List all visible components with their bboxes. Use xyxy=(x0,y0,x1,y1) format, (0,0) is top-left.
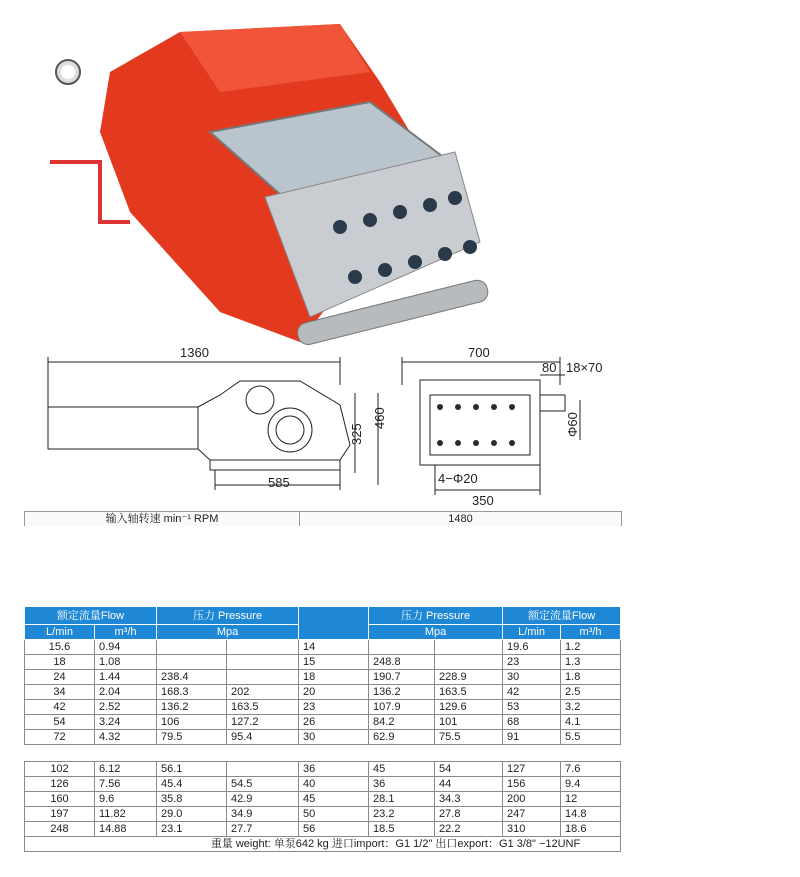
rpm-row xyxy=(24,511,622,526)
table-cell: 163.5 xyxy=(227,700,299,715)
dim-mount-holes: 4−Φ20 xyxy=(438,471,478,486)
table-row xyxy=(25,700,621,715)
table-cell: 197 xyxy=(25,807,95,822)
table-cell: 23.2 xyxy=(369,807,435,822)
table-cell: 36 xyxy=(299,762,369,777)
table-cell: 1.44 xyxy=(95,670,157,685)
table-cell: 95.4 xyxy=(227,730,299,745)
table-cell xyxy=(435,655,503,670)
unit-m3h-left: m³/h xyxy=(95,625,157,640)
table-cell: 1.08 xyxy=(95,655,157,670)
spec-group-2 xyxy=(25,762,621,837)
table-cell: 126 xyxy=(25,777,95,792)
dim-key-size: 18×70 xyxy=(566,360,603,375)
table-cell: 34.9 xyxy=(227,807,299,822)
table-row xyxy=(25,792,621,807)
table-cell: 1.8 xyxy=(561,670,621,685)
rpm-value: 1480 xyxy=(448,513,473,525)
table-cell: 79.5 xyxy=(157,730,227,745)
table-cell: 168.3 xyxy=(157,685,227,700)
table-cell: 163.5 xyxy=(435,685,503,700)
table-cell: 40 xyxy=(299,777,369,792)
spec-table xyxy=(24,606,621,852)
table-cell: 18.5 xyxy=(369,822,435,837)
table-cell: 45 xyxy=(299,792,369,807)
table-cell: 101 xyxy=(435,715,503,730)
table-cell: 127.2 xyxy=(227,715,299,730)
table-cell: 50 xyxy=(299,807,369,822)
table-cell: 56 xyxy=(299,822,369,837)
table-cell: 7.56 xyxy=(95,777,157,792)
table-cell: 4.1 xyxy=(561,715,621,730)
table-cell: 7.6 xyxy=(561,762,621,777)
spec-group-1 xyxy=(25,640,621,745)
table-cell: 2.04 xyxy=(95,685,157,700)
pump-photo xyxy=(40,12,510,352)
table-cell: 27.7 xyxy=(227,822,299,837)
table-cell: 14.8 xyxy=(561,807,621,822)
spec-table-head xyxy=(25,607,621,640)
table-cell: 23 xyxy=(503,655,561,670)
table-row xyxy=(25,655,621,670)
table-cell: 18 xyxy=(25,655,95,670)
table-cell: 27.8 xyxy=(435,807,503,822)
flow-header-right: 额定流量Flow xyxy=(503,607,621,625)
table-cell: 23.1 xyxy=(157,822,227,837)
pressure-header-left: 压力 Pressure xyxy=(157,607,299,625)
unit-mpa-right: Mpa xyxy=(369,625,503,640)
table-row xyxy=(25,715,621,730)
table-cell: 9.6 xyxy=(95,792,157,807)
table-cell: 29.0 xyxy=(157,807,227,822)
table-cell: 20 xyxy=(299,685,369,700)
table-cell: 19.6 xyxy=(503,640,561,655)
spec-spacer xyxy=(25,745,621,762)
table-cell: 129.6 xyxy=(435,700,503,715)
table-cell: 22.2 xyxy=(435,822,503,837)
table-cell: 26 xyxy=(299,715,369,730)
table-cell: 35.8 xyxy=(157,792,227,807)
table-cell: 1.2 xyxy=(561,640,621,655)
table-cell: 91 xyxy=(503,730,561,745)
pressure-header-right: 压力 Pressure xyxy=(369,607,503,625)
table-row xyxy=(25,670,621,685)
table-cell: 6.12 xyxy=(95,762,157,777)
table-row xyxy=(25,777,621,792)
table-cell: 102 xyxy=(25,762,95,777)
dim-base-width: 585 xyxy=(268,475,290,490)
table-cell xyxy=(369,640,435,655)
table-cell: 30 xyxy=(299,730,369,745)
table-cell: 24 xyxy=(25,670,95,685)
table-cell: 34.3 xyxy=(435,792,503,807)
table-cell: 84.2 xyxy=(369,715,435,730)
table-cell: 44 xyxy=(435,777,503,792)
table-cell: 106 xyxy=(157,715,227,730)
unit-lmin-left: L/min xyxy=(25,625,95,640)
table-cell: 156 xyxy=(503,777,561,792)
table-cell: 15 xyxy=(299,655,369,670)
table-row xyxy=(25,762,621,777)
table-cell: 36 xyxy=(369,777,435,792)
table-cell: 3.2 xyxy=(561,700,621,715)
table-cell: 53 xyxy=(503,700,561,715)
table-cell: 56.1 xyxy=(157,762,227,777)
table-cell xyxy=(157,655,227,670)
blank-header xyxy=(299,607,369,640)
table-cell: 3.24 xyxy=(95,715,157,730)
table-cell: 62.9 xyxy=(369,730,435,745)
dim-height: 460 xyxy=(372,407,387,429)
table-row xyxy=(25,685,621,700)
table-row xyxy=(25,730,621,745)
table-cell: 248.8 xyxy=(369,655,435,670)
table-row xyxy=(25,807,621,822)
table-cell: 5.5 xyxy=(561,730,621,745)
table-cell: 54 xyxy=(25,715,95,730)
table-cell: 160 xyxy=(25,792,95,807)
unit-mpa-left: Mpa xyxy=(157,625,299,640)
table-cell: 247 xyxy=(503,807,561,822)
table-cell xyxy=(435,640,503,655)
table-cell: 14.88 xyxy=(95,822,157,837)
table-cell: 45.4 xyxy=(157,777,227,792)
table-cell xyxy=(157,640,227,655)
table-cell: 2.52 xyxy=(95,700,157,715)
table-cell: 28.1 xyxy=(369,792,435,807)
dim-shaft-diameter: Φ60 xyxy=(565,412,580,437)
table-cell: 4.32 xyxy=(95,730,157,745)
table-cell: 45 xyxy=(369,762,435,777)
spacer-cell xyxy=(25,745,621,762)
weight-ports-row: 重量 weight: 单泵642 kg 进口import：G1 1/2" 出口export：G1 3/8" −12UNF xyxy=(25,837,621,852)
table-cell: 42 xyxy=(25,700,95,715)
table-cell: 9.4 xyxy=(561,777,621,792)
table-cell xyxy=(227,640,299,655)
table-cell: 2.5 xyxy=(561,685,621,700)
table-cell: 107.9 xyxy=(369,700,435,715)
dimension-drawing xyxy=(40,345,640,510)
rpm-label: 输入轴转速 min⁻¹ RPM xyxy=(25,512,300,526)
dim-shaft-length: 80 xyxy=(542,360,557,375)
table-cell: 30 xyxy=(503,670,561,685)
dim-mount-spacing: 350 xyxy=(472,493,494,508)
table-cell: 202 xyxy=(227,685,299,700)
table-cell: 75.5 xyxy=(435,730,503,745)
table-cell: 228.9 xyxy=(435,670,503,685)
flow-header-left: 额定流量Flow xyxy=(25,607,157,625)
table-cell: 12 xyxy=(561,792,621,807)
table-cell: 310 xyxy=(503,822,561,837)
dim-width: 700 xyxy=(468,345,490,360)
unit-lmin-right: L/min xyxy=(503,625,561,640)
table-cell: 190.7 xyxy=(369,670,435,685)
table-row xyxy=(25,822,621,837)
table-cell: 238.4 xyxy=(157,670,227,685)
table-cell: 42 xyxy=(503,685,561,700)
table-cell: 42.9 xyxy=(227,792,299,807)
unit-m3h-right: m³/h xyxy=(561,625,621,640)
table-cell: 54 xyxy=(435,762,503,777)
table-cell xyxy=(227,655,299,670)
table-cell: 18.6 xyxy=(561,822,621,837)
table-cell: 15.6 xyxy=(25,640,95,655)
table-cell: 136.2 xyxy=(157,700,227,715)
table-cell: 54.5 xyxy=(227,777,299,792)
table-cell: 136.2 xyxy=(369,685,435,700)
table-cell: 18 xyxy=(299,670,369,685)
table-cell: 11.82 xyxy=(95,807,157,822)
table-cell: 248 xyxy=(25,822,95,837)
dim-center-height: 325 xyxy=(349,423,364,445)
pressure-gauge-icon xyxy=(56,60,80,84)
table-cell: 127 xyxy=(503,762,561,777)
table-cell xyxy=(227,670,299,685)
table-cell: 14 xyxy=(299,640,369,655)
table-cell: 68 xyxy=(503,715,561,730)
dim-length: 1360 xyxy=(180,345,209,360)
table-row xyxy=(25,640,621,655)
table-cell: 34 xyxy=(25,685,95,700)
table-cell xyxy=(227,762,299,777)
table-cell: 200 xyxy=(503,792,561,807)
table-cell: 23 xyxy=(299,700,369,715)
table-cell: 1.3 xyxy=(561,655,621,670)
table-cell: 72 xyxy=(25,730,95,745)
table-cell: 0.94 xyxy=(95,640,157,655)
